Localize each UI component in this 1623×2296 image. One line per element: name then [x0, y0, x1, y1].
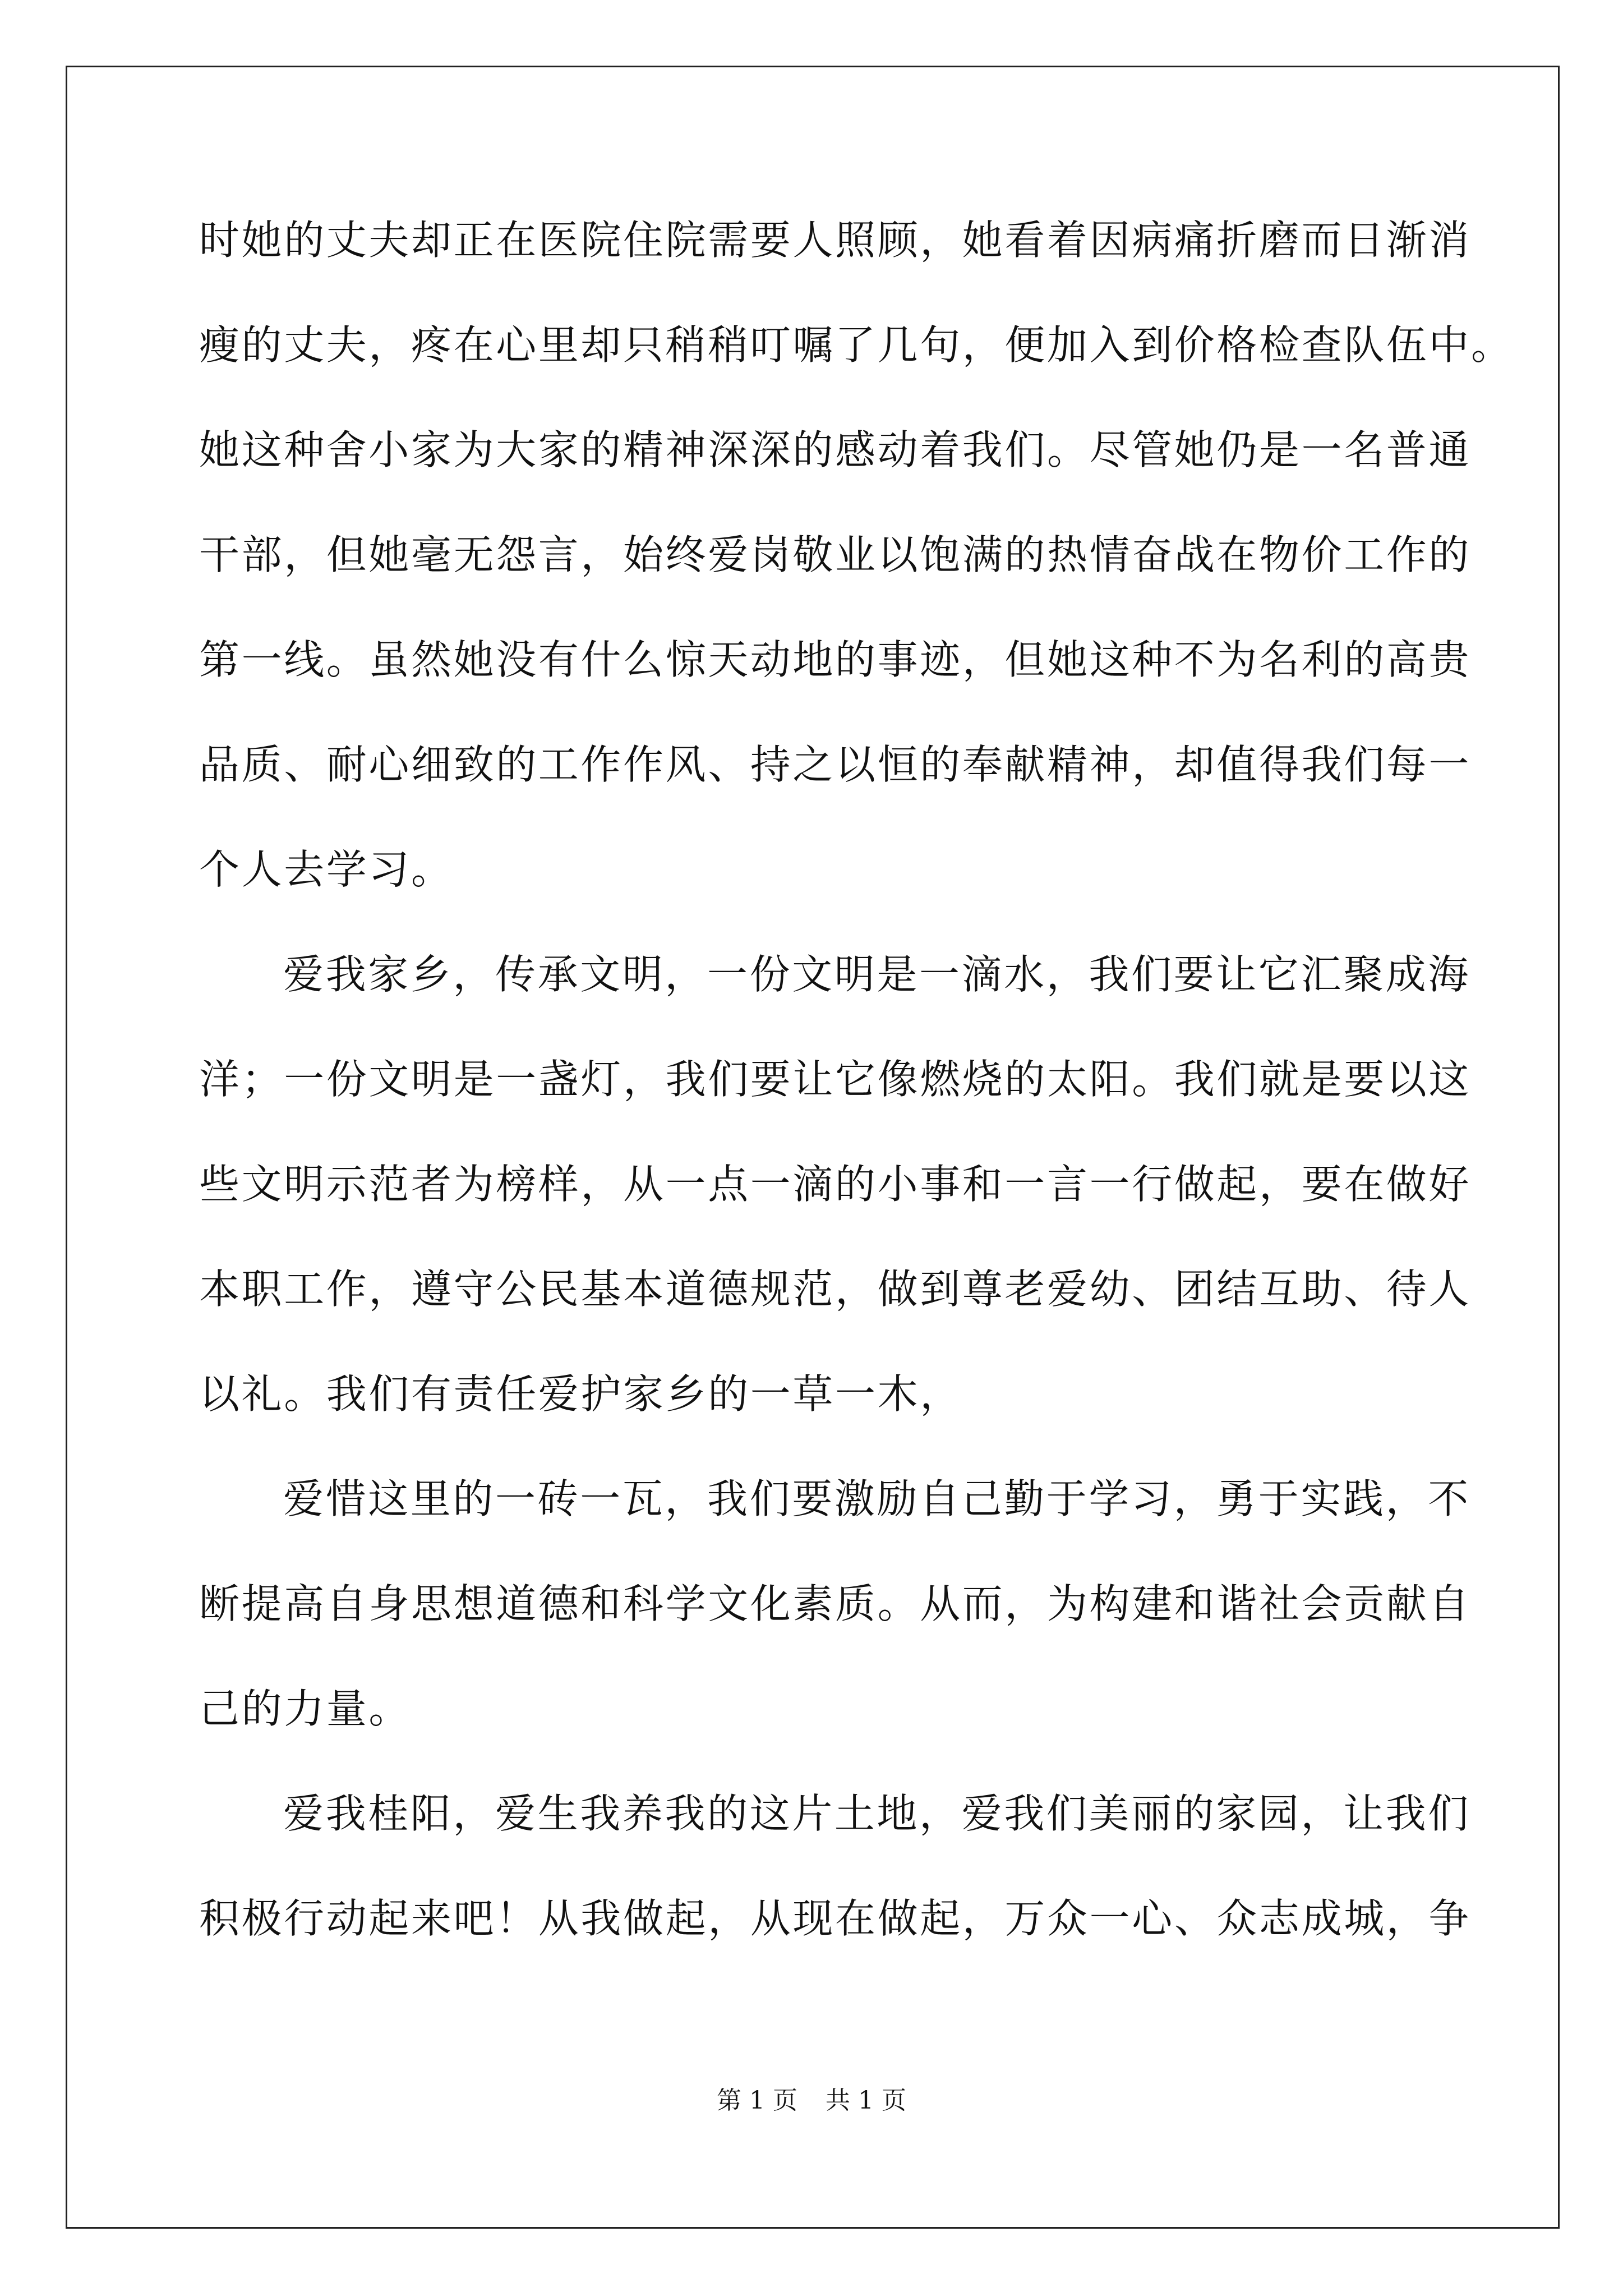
page-number: 第 1 页: [717, 2086, 797, 2115]
text-line: 爱惜这里的一砖一瓦，我们要激励自己勤于学习，勇于实践，不: [283, 1475, 1470, 1522]
text-line: 她这种舍小家为大家的精神深深的感动着我们。尽管她仍是一名普通: [199, 426, 1472, 473]
text-line: 断提高自身思想道德和科学文化素质。从而，为构建和谐社会贡献自: [199, 1580, 1472, 1627]
page-footer: [0, 2080, 1623, 2116]
text-line: 些文明示范者为榜样，从一点一滴的小事和一言一行做起，要在做好: [199, 1161, 1472, 1208]
text-line: 个人去学习。: [199, 846, 454, 893]
text-line: 时她的丈夫却正在医院住院需要人照顾，她看着因病痛折磨而日渐消: [199, 217, 1472, 264]
document-body: [199, 213, 1514, 1996]
text-line: 以礼。我们有责任爱护家乡的一草一木，: [199, 1370, 962, 1418]
text-line: 品质、耐心细致的工作作风、持之以恒的奉献精神，却值得我们每一: [199, 741, 1472, 788]
text-line: 干部，但她毫无怨言，始终爱岗敬业以饱满的热情奋战在物价工作的: [199, 531, 1472, 578]
text-line: 积极行动起来吧！从我做起，从现在做起，万众一心、众志成城，争: [199, 1895, 1472, 1942]
text-line: 爱我家乡，传承文明，一份文明是一滴水，我们要让它汇聚成海: [283, 951, 1470, 998]
text-line: 第一线。虽然她没有什么惊天动地的事迹，但她这种不为名利的高贵: [199, 636, 1472, 683]
text-line: 本职工作，遵守公民基本道德规范，做到尊老爱幼、团结互助、待人: [199, 1266, 1472, 1313]
text-line: 瘦的丈夫，疼在心里却只稍稍叮嘱了几句，便加入到价格检查队伍中。: [199, 321, 1514, 369]
text-line: 洋；一份文明是一盏灯，我们要让它像燃烧的太阳。我们就是要以这: [199, 1056, 1472, 1103]
text-line: 己的力量。: [199, 1685, 412, 1732]
text-line: 爱我桂阳，爱生我养我的这片土地，爱我们美丽的家园，让我们: [283, 1790, 1470, 1837]
page-total: 共 1 页: [826, 2086, 906, 2115]
